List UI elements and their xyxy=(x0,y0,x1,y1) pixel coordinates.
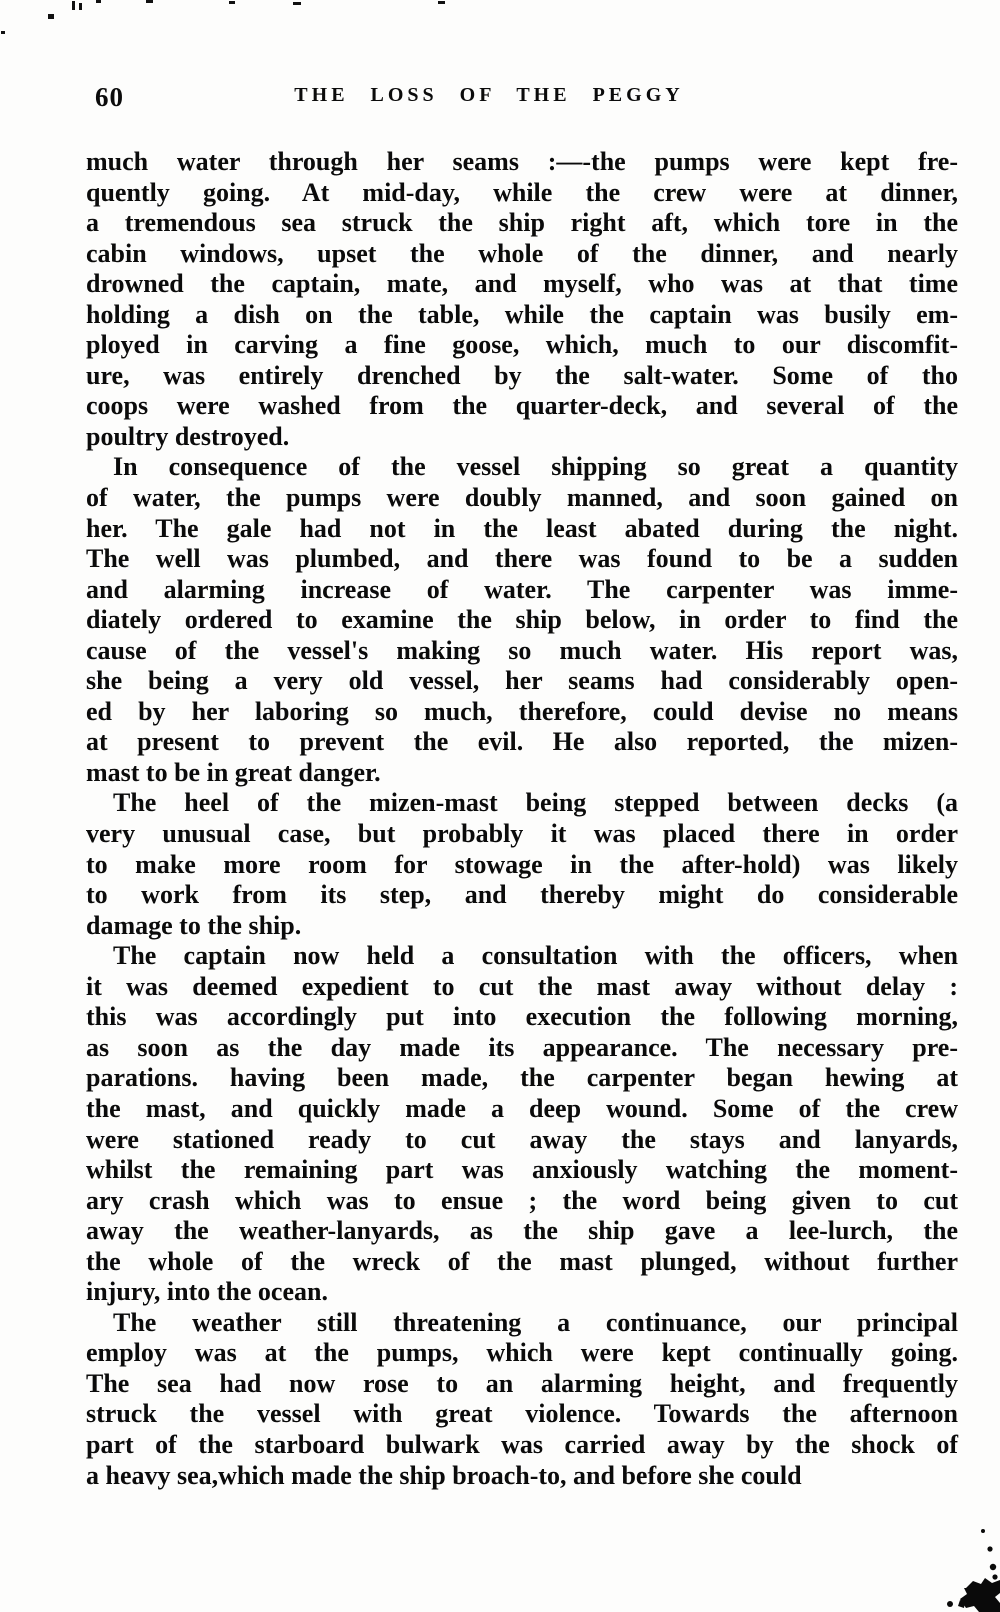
scan-speck xyxy=(293,2,301,5)
text-line: to make more room for stowage in the after-hold) was likely xyxy=(86,849,958,879)
text-line: The sea had now rose to an alarming height, and frequently xyxy=(86,1368,958,1398)
text-line: drowned the captain, mate, and myself, who was at that time xyxy=(86,269,958,299)
text-line: poultry destroyed. xyxy=(86,421,290,451)
text-line: holding a dish on the table, while the captain was busily em- xyxy=(86,299,958,329)
text-line: parations. having been made, the carpenter began hewing at xyxy=(86,1063,958,1093)
text-line: The captain now held a consultation with the officers, when xyxy=(113,941,958,971)
text-line: the whole of the wreck of the mast plunged, without further xyxy=(86,1246,958,1276)
scan-speck xyxy=(1,31,5,34)
scan-speck xyxy=(48,14,54,19)
text-line: away the weather-lanyards, as the ship gave a lee-lurch, the xyxy=(86,1216,958,1246)
paragraph xyxy=(86,788,958,941)
text-line: employ was at the pumps, which were kept continually going. xyxy=(86,1338,958,1368)
text-line: part of the starboard bulwark was carried away by the shock of xyxy=(86,1429,958,1459)
paragraph xyxy=(86,941,958,1308)
scan-speck xyxy=(96,0,101,3)
scan-speck xyxy=(146,0,153,3)
text-line: injury, into the ocean. xyxy=(86,1277,328,1307)
text-line: struck the vessel with great violence. Towards the afternoon xyxy=(86,1399,958,1429)
text-line: it was deemed expedient to cut the mast away without delay : xyxy=(86,971,958,1001)
text-line: cabin windows, upset the whole of the dinner, and nearly xyxy=(86,238,958,268)
scan-speck xyxy=(72,1,75,10)
text-line: to work from its step, and thereby might do considerable xyxy=(86,880,958,910)
paragraph xyxy=(86,452,958,788)
paragraph xyxy=(86,1308,958,1491)
text-line: ure, was entirely drenched by the salt-water. Some of tho xyxy=(86,360,958,390)
text-line: the mast, and quickly made a deep wound. Some of the crew xyxy=(86,1093,958,1123)
text-line: her. The gale had not in the least abated during the night. xyxy=(86,513,958,543)
text-line: as soon as the day made its appearance. The necessary pre- xyxy=(86,1032,958,1062)
text-line: diately ordered to examine the ship below, in order to find the xyxy=(86,605,958,635)
text-line: damage to the ship. xyxy=(86,910,302,940)
text-line: cause of the vessel's making so much water. His report was, xyxy=(86,635,958,665)
text-line: The well was plumbed, and there was found to be a sudden xyxy=(86,544,958,574)
text-line: In consequence of the vessel shipping so great a quantity xyxy=(113,452,958,482)
ink-blot xyxy=(922,1522,1000,1612)
text-line: mast to be in great danger. xyxy=(86,757,381,787)
text-line: The heel of the mizen-mast being stepped between decks (a xyxy=(113,788,958,818)
scan-speck xyxy=(79,3,82,10)
text-line: a tremendous sea struck the ship right aft, which tore in the xyxy=(86,208,958,238)
text-line: ary crash which was to ensue ; the word being given to cut xyxy=(86,1185,958,1215)
text-line: The weather still threatening a continuance, our principal xyxy=(113,1307,958,1337)
text-line: this was accordingly put into execution the following morning, xyxy=(86,1002,958,1032)
text-line: coops were washed from the quarter-deck, and several of the xyxy=(86,391,958,421)
text-line: ployed in carving a fine goose, which, much to our discomfit- xyxy=(86,330,958,360)
text-line: she being a very old vessel, her seams had considerably open- xyxy=(86,666,958,696)
text-line: ed by her laboring so much, therefore, could devise no means xyxy=(86,696,958,726)
scan-speck xyxy=(438,1,445,4)
text-line: very unusual case, but probably it was placed there in order xyxy=(86,819,958,849)
page-number: 60 xyxy=(95,82,124,112)
paragraph xyxy=(86,147,958,452)
page-body xyxy=(86,147,958,1491)
text-line: at present to prevent the evil. He also reported, the mizen- xyxy=(86,727,958,757)
running-head: THE LOSS OF THE PEGGY xyxy=(294,84,684,106)
text-line: and alarming increase of water. The carpenter was imme- xyxy=(86,574,958,604)
text-line: of water, the pumps were doubly manned, and soon gained on xyxy=(86,483,958,513)
scan-speck xyxy=(229,1,235,4)
text-line: a heavy sea,which made the ship broach-to, and before she could xyxy=(86,1460,802,1490)
text-line: quently going. At mid-day, while the crew were at dinner, xyxy=(86,177,958,207)
text-line: whilst the remaining part was anxiously watching the moment- xyxy=(86,1155,958,1185)
text-line: were stationed ready to cut away the stays and lanyards, xyxy=(86,1124,958,1154)
text-line: much water through her seams :—-the pumps were kept fre- xyxy=(86,147,958,176)
